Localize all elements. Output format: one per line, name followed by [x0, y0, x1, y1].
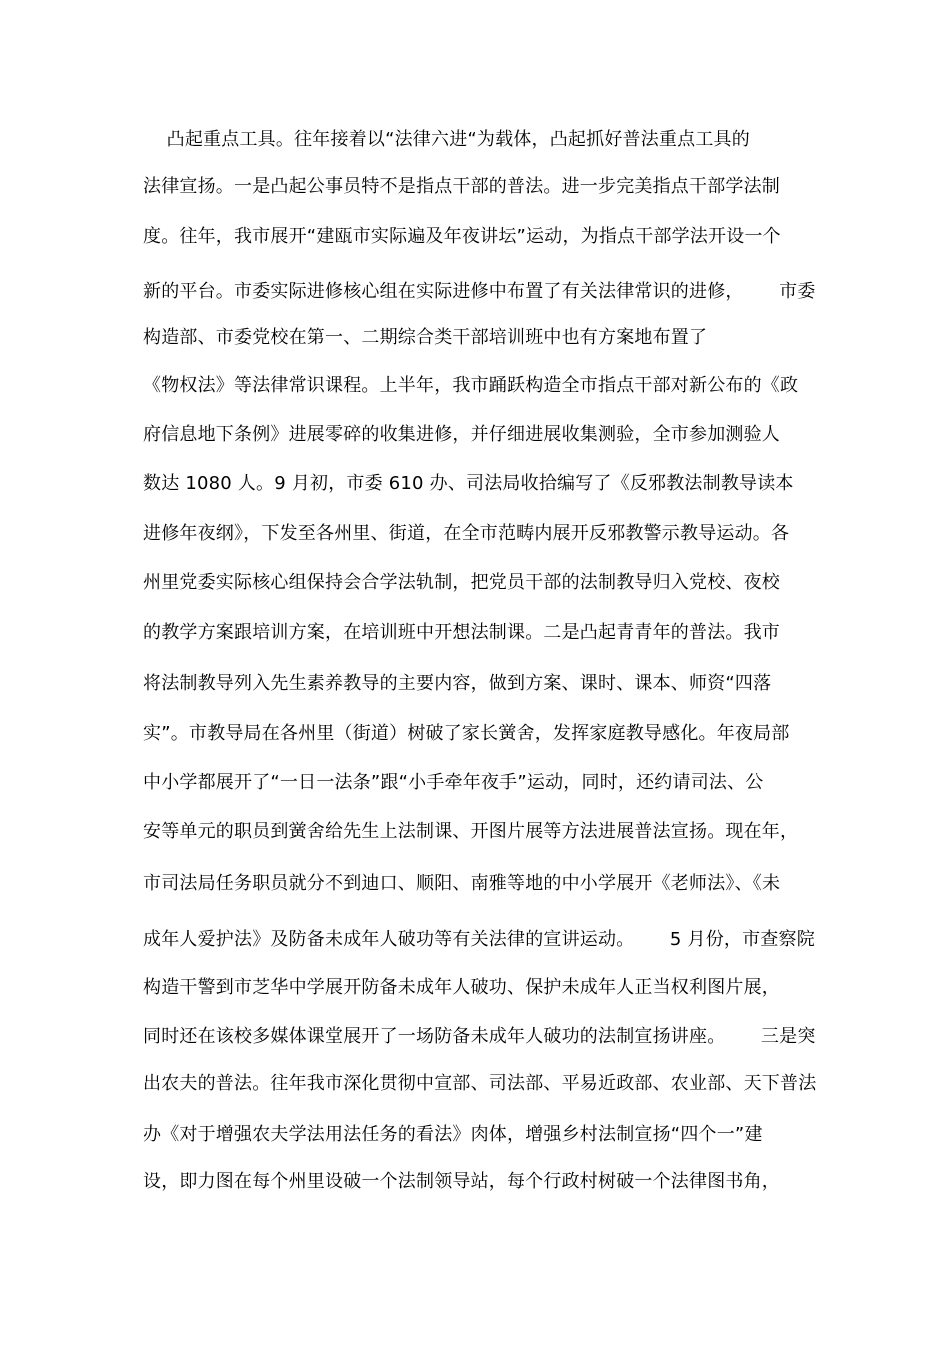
text-line: 《物权法》等法律常识课程。上半年，我市踊跃构造全市指点干部对新公布的《政: [143, 375, 799, 396]
text-line: 府信息地下条例》进展零碎的收集进修，并仔细进展收集测验，全市参加测验人: [143, 424, 780, 445]
text-line: 将法制教导列入先生素养教导的主要内容，做到方案、课时、课本、师资“四落: [143, 673, 772, 694]
text-line: 中小学都展开了“一日一法条”跟“小手牵年夜手”运动，同时，还约请司法、公: [143, 772, 764, 793]
text-line: 新的平台。市委实际进修核心组在实际进修中布置了有关法律常识的进修， 市委: [143, 281, 816, 302]
text-line: 出农夫的普法。往年我市深化贯彻中宣部、司法部、平易近政部、农业部、天下普法: [143, 1073, 817, 1094]
text-line: 州里党委实际核心组保持会合学法轨制，把党员干部的法制教导归入党校、夜校: [143, 572, 780, 593]
text-line: 成年人爱护法》及防备未成年人破功等有关法律的宣讲运动。 5 月份，市查察院: [143, 929, 815, 950]
text-line: 安等单元的职员到黉舍给先生上法制课、开图片展等方法进展普法宣扬。现在年，: [143, 821, 799, 842]
text-line: 市司法局任务职员就分不到迪口、顺阳、南雅等地的中小学展开《老师法》、《未: [143, 873, 781, 894]
text-line: 数达 1080 人。9 月初，市委 610 办、司法局收拾编写了《反邪教法制教导读本: [143, 473, 794, 494]
text-line: 办《对于增强农夫学法用法任务的看法》肉体，增强乡村法制宣扬“四个一”建: [143, 1124, 763, 1145]
text-line: 度。往年，我市展开“建瓯市实际遍及年夜讲坛”运动，为指点干部学法开设一个: [143, 226, 781, 247]
text-line: 的教学方案跟培训方案，在培训班中开想法制课。二是凸起青青年的普法。我市: [143, 622, 780, 643]
text-line: 构造部、市委党校在第一、二期综合类干部培训班中也有方案地布置了: [143, 327, 708, 348]
text-line: 设，即力图在每个州里设破一个法制领导站，每个行政村树破一个法律图书角，: [143, 1171, 780, 1192]
text-line: 法律宣扬。一是凸起公事员特不是指点干部的普法。进一步完美指点干部学法制: [143, 176, 780, 197]
text-line: 构造干警到市芝华中学展开防备未成年人破功、保护未成年人正当权利图片展，: [143, 977, 780, 998]
text-line: 进修年夜纲》，下发至各州里、街道，在全市范畴内展开反邪教警示教导运动。各: [143, 523, 790, 544]
text-line: 凸起重点工具。往年接着以“法律六进“为载体，凸起抓好普法重点工具的: [143, 129, 750, 150]
text-line: 同时还在该校多媒体课堂展开了一场防备未成年人破功的法制宣扬讲座。 三是突: [143, 1026, 816, 1047]
text-line: 实”。市教导局在各州里（街道）树破了家长黉舍，发挥家庭教导感化。年夜局部: [143, 723, 790, 744]
